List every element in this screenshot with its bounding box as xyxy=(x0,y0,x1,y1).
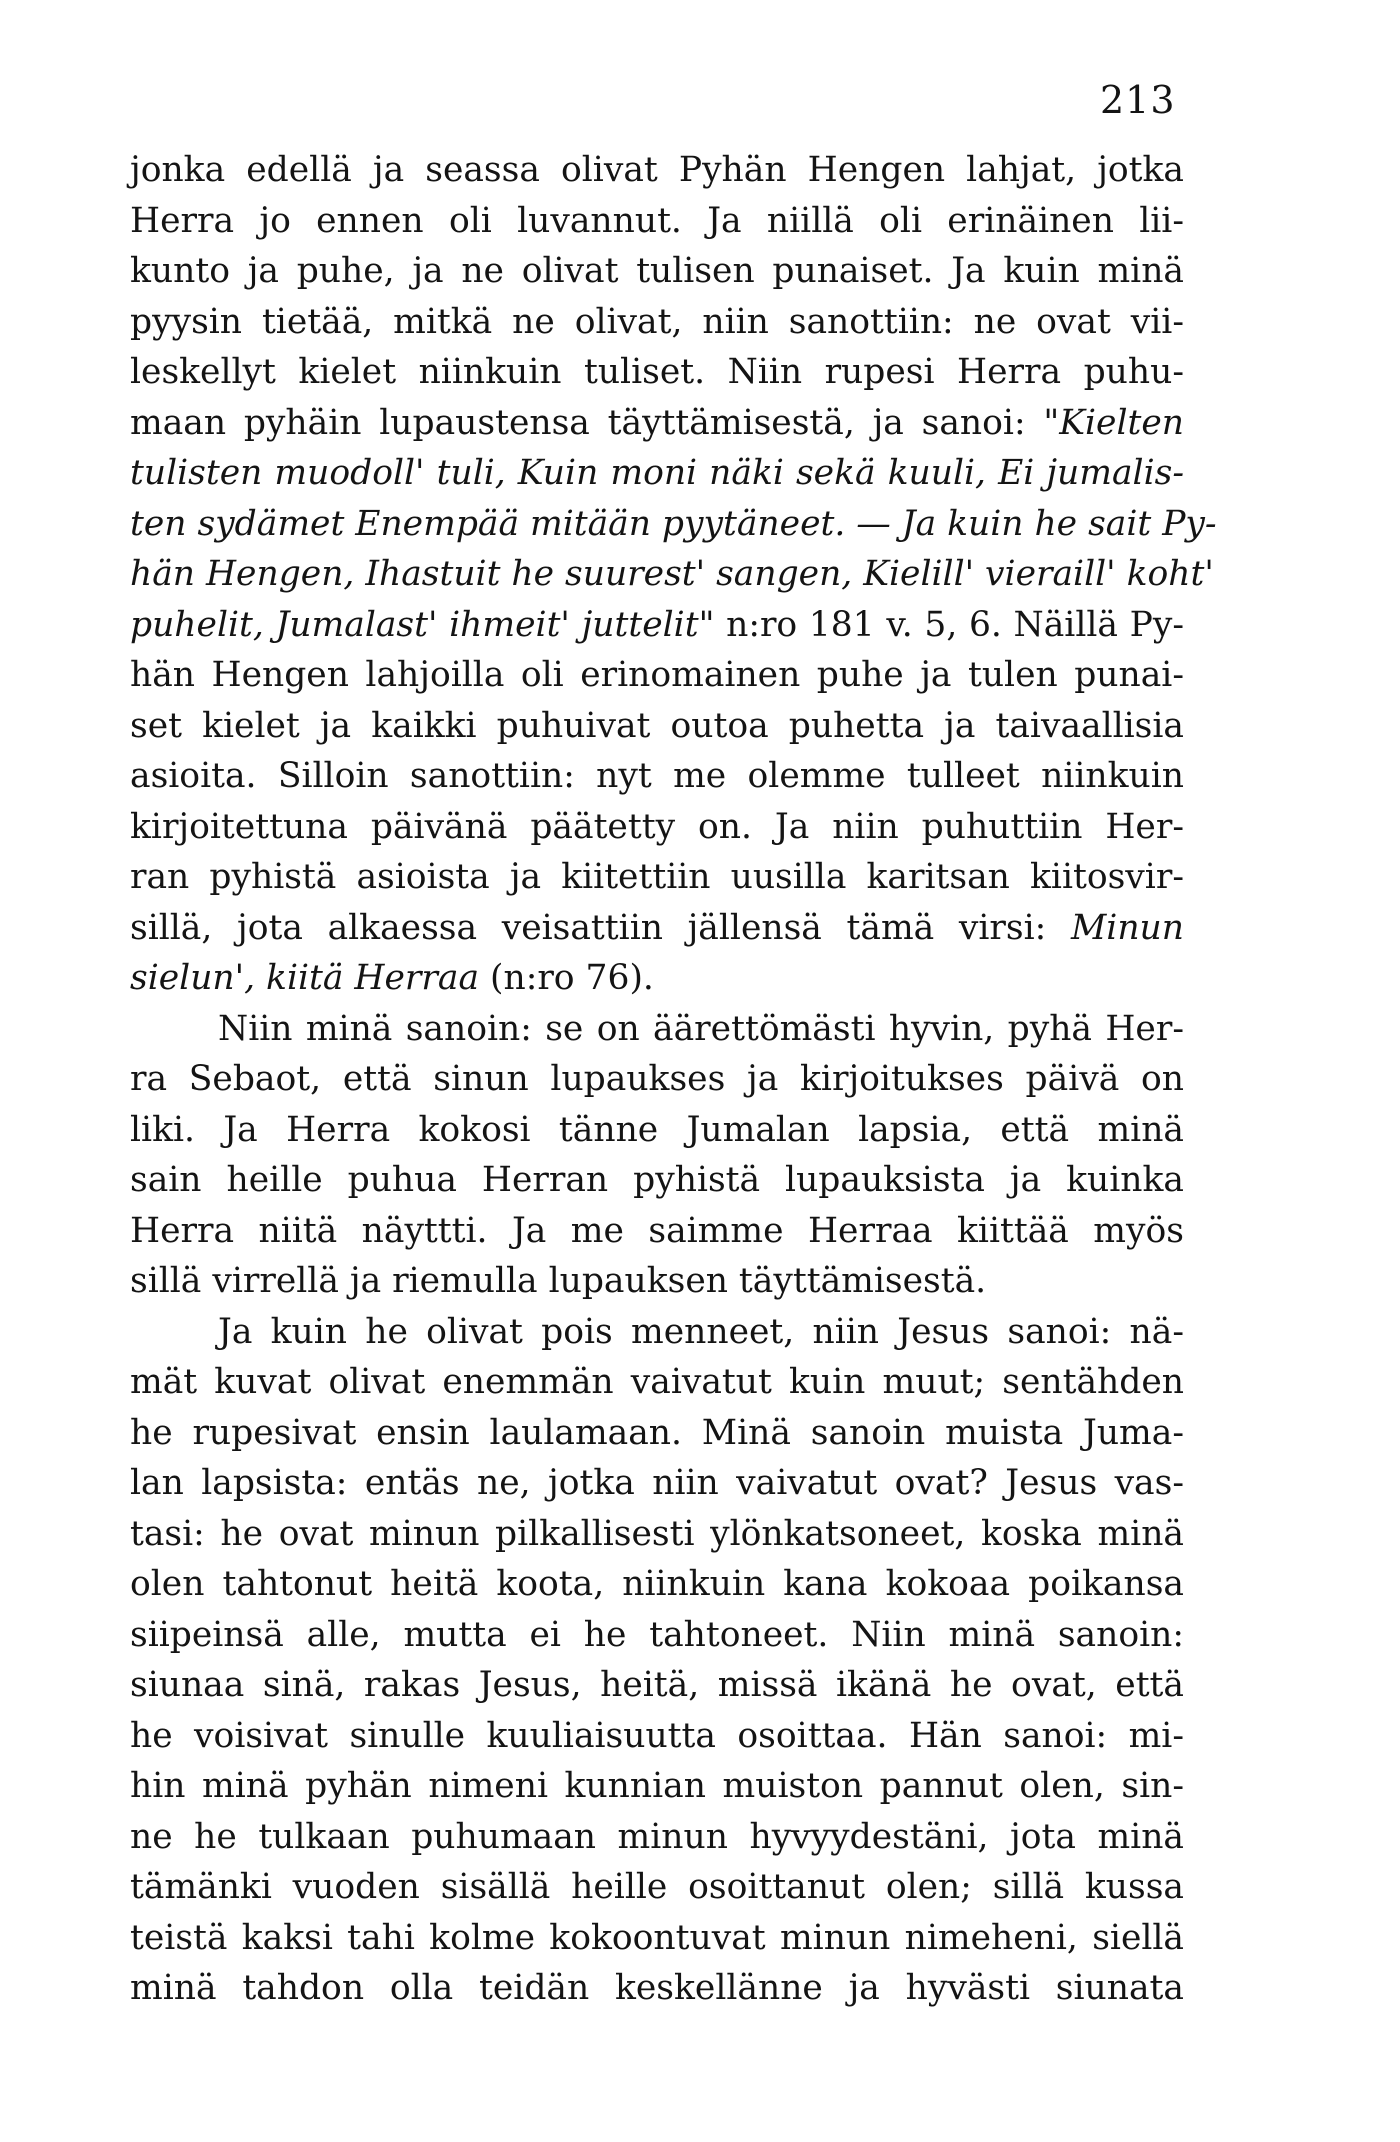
text-segment: leskellyt kielet niinkuin tuliset. Niin rupesi Herra puhu- xyxy=(130,352,1184,392)
text-line xyxy=(130,1963,1184,2014)
text-line xyxy=(130,1357,1184,1408)
text-segment: pyysin tietää, mitkä ne olivat, niin sanottiin: ne ovat vii- xyxy=(130,301,1184,342)
text-line xyxy=(130,499,1217,550)
text-segment: sillä, jota alkaessa veisattiin jällensä tämä virsi: xyxy=(130,907,1071,948)
text-segment: olen tahtonut heitä koota, niinkuin kana kokoaa poikansa xyxy=(130,1564,1184,1604)
text-line xyxy=(130,1054,1184,1105)
text-line xyxy=(130,953,1184,1004)
text-segment: Herra niitä näyttti. Ja me saimme Herraa kiittää myös xyxy=(130,1210,1184,1251)
italic-text: tulisten muodoll' tuli, Kuin moni näki sekä kuuli, Ei jumalis- xyxy=(130,453,1184,493)
text-line xyxy=(130,347,1184,398)
text-segment: tasi: he ovat minun pilkallisesti ylönkatsoneet, koska minä xyxy=(130,1513,1184,1554)
text-line xyxy=(130,1105,1184,1156)
text-line xyxy=(130,1408,1184,1459)
italic-text: puhelit, Jumalast' ihmeit' juttelit" xyxy=(130,604,715,645)
text-line xyxy=(130,448,1184,499)
italic-text: ten sydämet Enempää mitään pyytäneet. — Ja kuin he sait Py- xyxy=(130,503,1217,544)
text-segment: hin minä pyhän nimeni kunnian muiston pannut olen, sin- xyxy=(130,1766,1184,1806)
text-segment: ra Sebaot, että sinun lupaukses ja kirjoitukses päivä on xyxy=(130,1059,1184,1099)
text-line xyxy=(130,1256,1184,1307)
text-line xyxy=(130,549,1214,600)
italic-text: Minun xyxy=(1070,907,1184,948)
text-line xyxy=(130,1559,1184,1610)
text-segment: (n:ro 76). xyxy=(479,958,654,998)
text-segment: asioita. Silloin sanottiin: nyt me olemme tulleet niinkuin xyxy=(130,756,1184,796)
text-line xyxy=(130,246,1184,297)
text-segment: hän Hengen lahjoilla oli erinomainen puhe ja tulen punai- xyxy=(130,655,1184,695)
text-segment: kunto ja puhe, ja ne olivat tulisen punaiset. Ja kuin minä xyxy=(130,251,1184,291)
text-segment: n:ro 181 v. 5, 6. Näillä Py- xyxy=(714,604,1184,645)
text-segment: jonka edellä ja seassa olivat Pyhän Hengen lahjat, jotka xyxy=(130,150,1184,190)
text-line xyxy=(130,650,1184,701)
text-segment: set kielet ja kaikki puhuivat outoa puhetta ja taivaallisia xyxy=(130,705,1184,746)
text-segment: liki. Ja Herra kokosi tänne Jumalan lapsia, että minä xyxy=(130,1109,1184,1150)
text-line xyxy=(130,1610,1184,1661)
text-line xyxy=(130,1509,1184,1560)
text-line xyxy=(130,903,1184,954)
text-segment: siipeinsä alle, mutta ei he tahtoneet. Niin minä sanoin: xyxy=(130,1614,1184,1655)
text-line xyxy=(130,1155,1184,1206)
text-line xyxy=(130,1812,1184,1863)
text-segment: minä tahdon olla teidän keskellänne ja hyvästi siunata xyxy=(130,1968,1184,2008)
text-segment: teistä kaksi tahi kolme kokoontuvat minun nimeheni, siellä xyxy=(130,1917,1184,1958)
text-line xyxy=(130,196,1184,247)
text-segment: mät kuvat olivat enemmän vaivatut kuin muut; sentähden xyxy=(130,1362,1184,1402)
text-segment: he rupesivat ensin laulamaan. Minä sanoin muista Juma- xyxy=(130,1412,1184,1453)
text-segment: ran pyhistä asioista ja kiitettiin uusilla karitsan kiitosvir- xyxy=(130,857,1184,897)
italic-text: sielun', kiitä Herraa xyxy=(130,958,480,998)
text-segment: tämänki vuoden sisällä heille osoittanut olen; sillä kussa xyxy=(130,1867,1184,1907)
text-line xyxy=(130,751,1184,802)
text-line xyxy=(130,1458,1184,1509)
text-segment: he voisivat sinulle kuuliaisuutta osoittaa. Hän sanoi: mi- xyxy=(130,1715,1184,1756)
text-segment: Ja kuin he olivat pois menneet, niin Jesus sanoi: nä- xyxy=(218,1311,1184,1352)
text-line xyxy=(130,1660,1184,1711)
text-segment: Niin minä sanoin: se on äärettömästi hyvin, pyhä Her- xyxy=(218,1008,1184,1049)
text-line xyxy=(130,145,1184,196)
text-segment: kirjoitettuna päivänä päätetty on. Ja niin puhuttiin Her- xyxy=(130,806,1184,847)
text-segment: sain heille puhua Herran pyhistä lupauksista ja kuinka xyxy=(130,1160,1184,1200)
text-segment: maan pyhäin lupaustensa täyttämisestä, ja sanoi: xyxy=(130,402,1044,443)
text-line xyxy=(130,1761,1184,1812)
text-segment: sillä virrellä ja riemulla lupauksen täyttämisestä. xyxy=(130,1261,987,1301)
text-line xyxy=(130,852,1184,903)
text-line xyxy=(130,1711,1184,1762)
page-number: 213 xyxy=(1100,78,1176,122)
text-line xyxy=(130,1913,1184,1964)
text-segment: lan lapsista: entäs ne, jotka niin vaivatut ovat? Jesus vas- xyxy=(130,1463,1184,1503)
text-segment: Herra jo ennen oli luvannut. Ja niillä oli erinäinen lii- xyxy=(130,200,1184,241)
text-line xyxy=(130,1862,1184,1913)
italic-text: "Kielten xyxy=(1043,402,1184,443)
text-line xyxy=(130,297,1184,348)
text-segment: ne he tulkaan puhumaan minun hyvyydestäni, jota minä xyxy=(130,1816,1184,1857)
text-line xyxy=(130,1307,1184,1358)
italic-text: hän Hengen, Ihastuit he suurest' sangen, Kielill' vieraill' koht' xyxy=(130,554,1214,594)
text-line xyxy=(130,1206,1184,1257)
text-line xyxy=(130,701,1184,752)
text-segment: siunaa sinä, rakas Jesus, heitä, missä ikänä he ovat, että xyxy=(130,1665,1184,1705)
text-line xyxy=(130,802,1184,853)
text-line xyxy=(130,398,1184,449)
text-line xyxy=(130,600,1184,651)
body-text xyxy=(130,145,1217,2014)
text-line xyxy=(130,1004,1184,1055)
